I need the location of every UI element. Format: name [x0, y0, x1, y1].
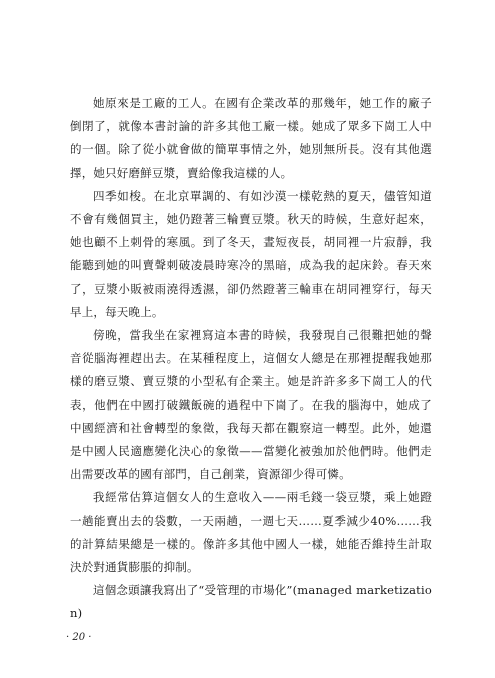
paragraph-3: 傍晚，當我坐在家裡寫這本書的時候，我發現自己很難把她的聲音從腦海裡趕出去。在某種程度上，這個女人總是在那裡提醒我她那樣的磨豆漿、賣豆漿的小型私有企業主。她是許許多多下崗工人的代表，他們在中國打破鐵飯碗的過程中下崗了。在我的腦海中，她成了中國經濟和社會轉型的象徵，我每天都在觀察這一轉型。此外，她還是中國人民適應變化決心的象徵——當變化被強加於他們時。他們走出需要改革的國有部門，自己創業，資源卻少得可憐。 [70, 328, 432, 482]
page-number: · 20 · [66, 632, 92, 643]
body-text [70, 92, 432, 626]
paragraph-1: 她原來是工廠的工人。在國有企業改革的那幾年，她工作的廠子倒閉了，就像本書討論的許多其他工廠一樣。她成了眾多下崗工人中的一個。除了從小就會做的簡單事情之外，她別無所長。沒有其他選擇，她只好磨鮮豆漿，賣給像我這樣的人。 [70, 96, 432, 180]
paragraph-4: 我經常估算這個女人的生意收入——兩毛錢一袋豆漿，乘上她蹬一趟能賣出去的袋數，一天兩趟，一週七天……夏季減少40%……我的計算結果總是一樣的。像許多其他中國人一樣，她能否維持生計取決於對通貨膨脹的抑制。 [70, 490, 432, 575]
paragraph-2: 四季如梭。在北京單調的、有如沙漠一樣乾熱的夏天，儘管知道不會有幾個買主，她仍蹬著三輪賣豆漿。秋天的時候，生意好起來，她也顧不上刺骨的寒風。到了冬天，晝短夜長，胡同裡一片寂靜，我能聽到她的叫賣聲刺破凌晨時寒冷的黑暗，成為我的起床鈴。春天來了，豆漿小販被雨澆得透濕，卻仍然蹬著三輪車在胡同裡穿行，每天早上，每天晚上。 [70, 188, 432, 319]
paragraph-5: 這個念頭讓我寫出了“受管理的市場化”(managed marketization) [70, 583, 432, 621]
